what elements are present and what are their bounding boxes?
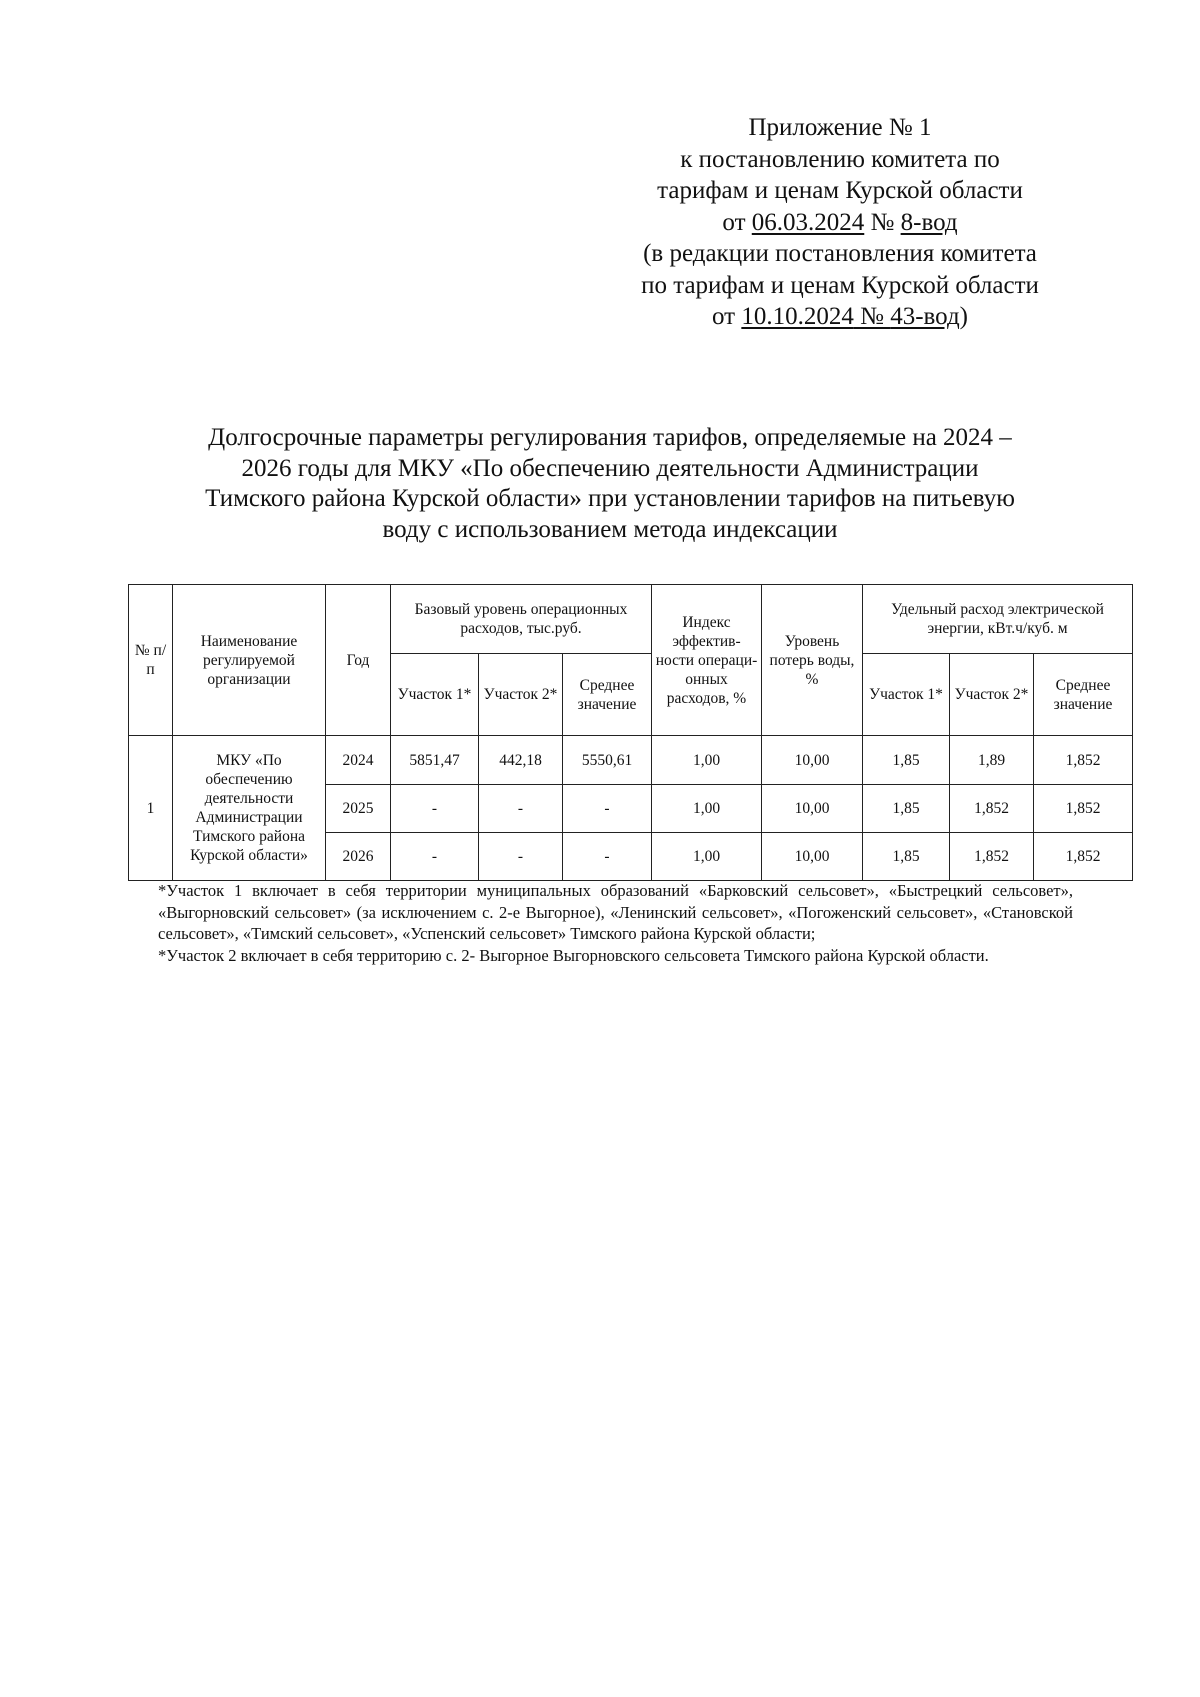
appendix-decree-line (600, 207, 1080, 239)
decree-number: 8-вод (900, 208, 958, 236)
energy-average-cell: 1,852 (1034, 736, 1133, 785)
title-line: Тимского района Курской области» при установлении тарифов на питьевую (205, 485, 1015, 512)
footnotes (158, 880, 1073, 966)
text: № (853, 303, 891, 330)
base-section1-cell: - (391, 785, 479, 833)
water-loss-cell: 10,00 (762, 833, 863, 881)
footnote-section1: *Участок 1 включает в себя территории муниципальных образований «Барковский сельсовет», «Быстрецкий сельсовет», «Выгорновский сельсовет» (за исключением с. 2-е Выгорное), «Ленинский сельсовет», «Погоженский сельсовет», «Становской сельсовет», «Тимский сельсовет», «Успенский сельсовет» Тимского района Курской области; (158, 881, 1073, 943)
base-section2-cell: - (479, 785, 563, 833)
appendix-line: (в редакции постановления комитета (643, 240, 1037, 267)
appendix-line: тарифам и ценам Курской области (657, 177, 1023, 204)
table-row (129, 736, 1133, 785)
footnote-section2: *Участок 2 включает в себя территорию с. 2- Выгорное Выгорновского сельсовета Тимского района Курской области. (158, 945, 989, 965)
base-section2-cell: 442,18 (479, 736, 563, 785)
header-org: Наименование регулируемой организации (173, 585, 326, 736)
subheader-energy-section1: Участок 1* (863, 654, 950, 736)
header-efficiency-index: Индекс эффектив-ности операци-онных расходов, % (652, 585, 762, 736)
base-average-cell: 5550,61 (563, 736, 652, 785)
header-base-costs: Базовый уровень операционных расходов, тыс.руб. (391, 585, 652, 654)
subheader-energy-section2: Участок 2* (950, 654, 1034, 736)
energy-section2-cell: 1,89 (950, 736, 1034, 785)
energy-average-cell: 1,852 (1034, 785, 1133, 833)
energy-section2-cell: 1,852 (950, 785, 1034, 833)
energy-average-cell: 1,852 (1034, 833, 1133, 881)
efficiency-index-cell: 1,00 (652, 736, 762, 785)
title-line: 2026 годы для МКУ «По обеспечению деятельности Администрации (241, 454, 979, 482)
base-section1-cell: 5851,47 (391, 736, 479, 785)
subheader-base-section2: Участок 2* (479, 654, 563, 736)
appendix-block (600, 112, 1080, 333)
appendix-revision-line (600, 301, 1080, 333)
text: ) (959, 303, 968, 330)
header-year: Год (326, 585, 391, 736)
year-cell: 2025 (326, 785, 391, 833)
energy-section1-cell: 1,85 (863, 785, 950, 833)
header-energy: Удельный расход электрической энергии, кВт.ч/куб. м (863, 585, 1133, 654)
water-loss-cell: 10,00 (762, 785, 863, 833)
organization-name: МКУ «По обеспечению деятельности Администрации Тимского района Курской области» (173, 736, 326, 881)
title-line: Долгосрочные параметры регулирования тарифов, определяемые на 2024 – (208, 424, 1012, 451)
efficiency-index-cell: 1,00 (652, 833, 762, 881)
header-row (129, 585, 1133, 654)
text: от (711, 303, 742, 330)
row-number: 1 (129, 736, 173, 881)
energy-section1-cell: 1,85 (863, 736, 950, 785)
header-water-loss: Уровень потерь воды, % (762, 585, 863, 736)
water-loss-cell: 10,00 (762, 736, 863, 785)
parameters-table (128, 584, 1133, 881)
year-cell: 2026 (326, 833, 391, 881)
base-section1-cell: - (391, 833, 479, 881)
text: № (864, 208, 901, 236)
appendix-line: по тарифам и ценам Курской области (641, 271, 1039, 299)
efficiency-index-cell: 1,00 (652, 785, 762, 833)
base-average-cell: - (563, 785, 652, 833)
subheader-base-average: Среднее значение (563, 654, 652, 736)
base-section2-cell: - (479, 833, 563, 881)
subheader-base-section1: Участок 1* (391, 654, 479, 736)
base-average-cell: - (563, 833, 652, 881)
revision-date: 10.10.2024 (741, 303, 854, 330)
appendix-title: Приложение № 1 (748, 114, 932, 141)
decree-date: 06.03.2024 (751, 208, 865, 236)
title-line: воду с использованием метода индексации (382, 515, 838, 543)
text: от (722, 208, 752, 236)
appendix-line: к постановлению комитета по (680, 145, 1000, 173)
revision-number: 43-вод (890, 303, 960, 330)
subheader-energy-average: Среднее значение (1034, 654, 1133, 736)
energy-section2-cell: 1,852 (950, 833, 1034, 881)
energy-section1-cell: 1,85 (863, 833, 950, 881)
document-title (130, 423, 1090, 545)
header-num: № п/п (129, 585, 173, 736)
year-cell: 2024 (326, 736, 391, 785)
